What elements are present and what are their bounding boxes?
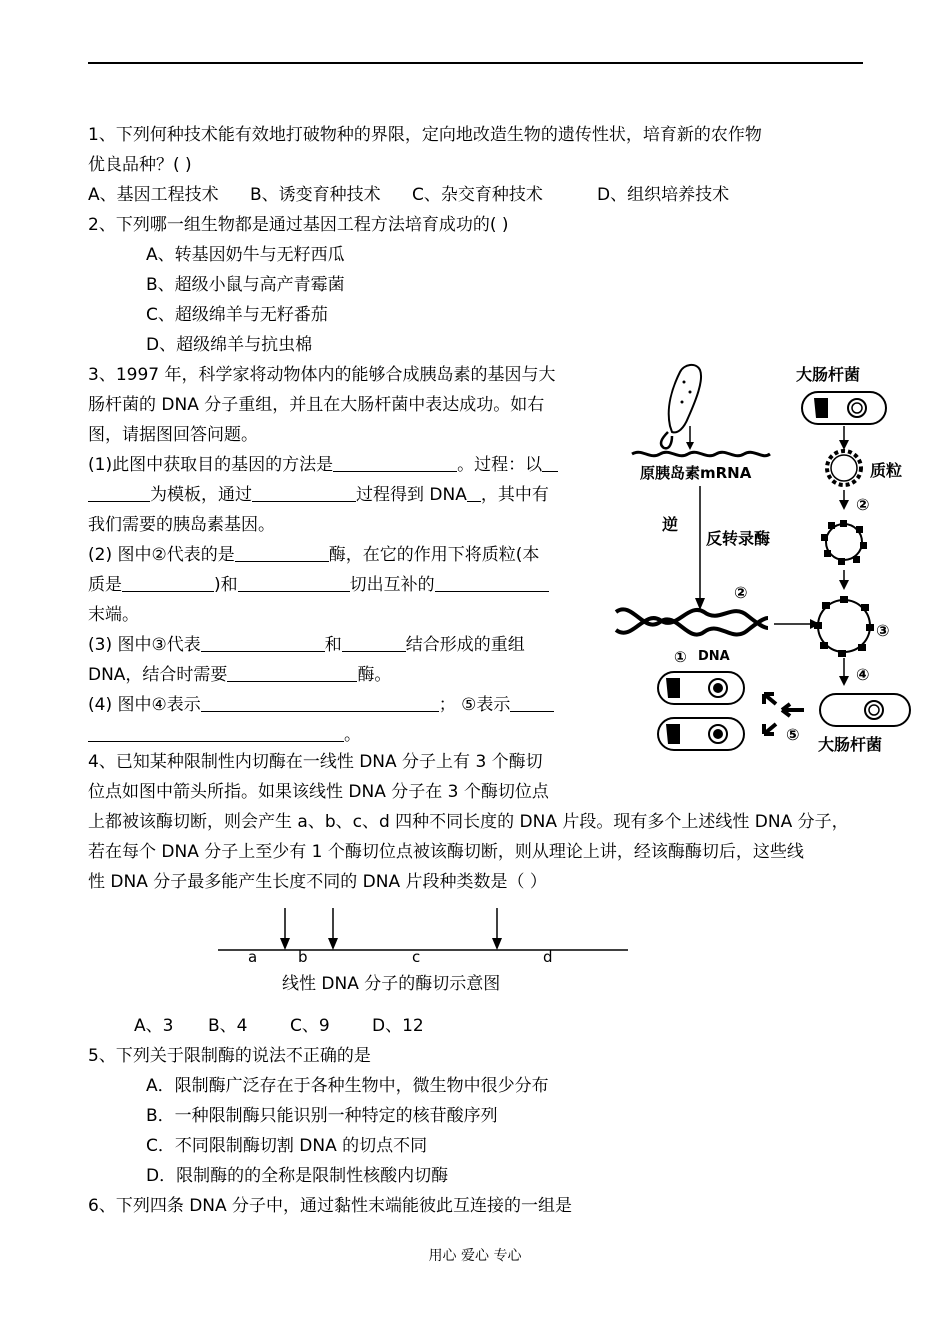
q3-part1-text-e: ，其中有 [480, 485, 549, 505]
q3-blank-component2[interactable] [342, 635, 406, 652]
segment-label-d: d [543, 948, 553, 966]
q5-option-c: C．不同限制酶切割 DNA 的切点不同 [146, 1136, 428, 1156]
q3-part2-text-c: 质是 [88, 575, 122, 595]
q3-part1-text-a: (1)此图中获取目的基因的方法是 [88, 455, 334, 475]
q3-blank-enzyme2[interactable] [235, 545, 329, 562]
cut-site-arrow-3 [492, 908, 502, 950]
label-reverse-transcriptase: 反转录酶 [706, 529, 771, 548]
q3-part2-text-e: 切出互补的 [349, 575, 435, 595]
cut-site-arrow-1 [280, 908, 290, 950]
q3-blank-ligase[interactable] [227, 665, 357, 682]
q3-part1-text-b: 。过程：以 [457, 455, 543, 475]
label-step2-dna: ② [734, 583, 748, 602]
q5-stem: 5、下列关于限制酶的说法不正确的是 [88, 1046, 371, 1066]
q4-stem-line3: 上都被该酶切断，则会产生 a、b、c、d 四种不同长度的 DNA 片段。现有多个上述线性 DNA 分子， [88, 812, 849, 832]
cut-site-arrow-2 [328, 908, 338, 950]
label-reverse: 逆 [662, 515, 679, 534]
label-step2-plasmid: ② [856, 495, 870, 514]
q3-part4-text-c: 。 [344, 725, 361, 745]
q5-option-d: D．限制酶的的全称是限制性核酸内切酶 [146, 1166, 449, 1186]
q3-part3-text-e: 酶。 [357, 665, 392, 685]
q1-option-b: B、诱变育种技术 [250, 185, 381, 205]
q2-option-c: C、超级绵羊与无籽番茄 [146, 305, 328, 325]
label-step1: ① [674, 648, 687, 666]
q3-blank-template-start[interactable] [542, 455, 558, 472]
q1-stem-line2: 优良品种？( ) [88, 155, 192, 175]
chromosome-icon [814, 398, 828, 418]
q3-part1-text-d: 过程得到 DNA [356, 485, 467, 505]
header-rule [88, 62, 863, 64]
dna-helix-strand2 [616, 610, 768, 633]
q3-part3-text-a: (3) 图中③代表 [88, 635, 201, 655]
q4-option-b: B、4 [208, 1016, 248, 1036]
q3-stem-line1: 3、1997 年，科学家将动物体内的能够合成胰岛素的基因与大 [88, 365, 556, 385]
cell-organ-icon [669, 365, 701, 432]
segment-label-c: c [412, 948, 421, 966]
q3-part2-text-b: 酶，在它的作用下将质粒(本 [328, 545, 540, 565]
segment-label-b: b [298, 948, 308, 966]
q5-option-a: A．限制酶广泛存在于各种生物中，微生物中很少分布 [146, 1076, 549, 1096]
q3-blank-template[interactable] [88, 485, 150, 502]
q4-diagram-caption: 线性 DNA 分子的酶切示意图 [282, 974, 501, 994]
q3-blank-method[interactable] [333, 455, 457, 472]
q3-blank-process[interactable] [252, 485, 356, 502]
q2-stem: 2、下列哪一组生物都是通过基因工程方法培育成功的( ) [88, 215, 509, 235]
q2-option-a: A、转基因奶牛与无籽西瓜 [146, 245, 345, 265]
q4-option-a: A、3 [134, 1016, 174, 1036]
q3-part2-line2 [88, 573, 549, 597]
q3-part2-text-d: )和 [214, 575, 238, 595]
q1-option-c: C、杂交育种技术 [412, 185, 543, 205]
q3-part4-line2 [88, 723, 361, 747]
q3-part1-text-c: 为模板，通过 [150, 485, 252, 505]
ecoli-cell-top [802, 392, 886, 424]
q3-part3-line2 [88, 663, 391, 687]
q6-stem: 6、下列四条 DNA 分子中，通过黏性末端能彼此互连接的一组是 [88, 1196, 573, 1216]
q3-part3-text-d: DNA，结合时需要 [88, 665, 228, 685]
q3-stem-line2: 肠杆菌的 DNA 分子重组，并且在大肠杆菌中表达成功。如右 [88, 395, 545, 415]
q3-blank-step5-start[interactable] [510, 695, 554, 712]
q4-option-c: C、9 [290, 1016, 330, 1036]
q3-part1-line2 [88, 483, 549, 507]
q3-blank-end-type[interactable] [435, 575, 549, 592]
q3-blank-component1[interactable] [201, 635, 325, 652]
q3-part2-line3: 末端。 [88, 605, 139, 625]
q3-stem-line3: 图，请据图回答问题。 [88, 425, 258, 445]
q3-part2-text-a: (2) 图中②代表的是 [88, 545, 235, 565]
q1-option-a: A、基因工程技术 [88, 185, 219, 205]
q3-blank-target-gene[interactable] [238, 575, 350, 592]
q4-option-d: D、12 [372, 1016, 424, 1036]
q3-blank-plasmid-nature[interactable] [122, 575, 214, 592]
q4-stem-line5: 性 DNA 分子最多能产生长度不同的 DNA 片段种类数是（ ） [88, 872, 547, 892]
label-plasmid: 质粒 [870, 461, 903, 480]
segment-label-a: a [248, 948, 258, 966]
q4-stem-line4: 若在每个 DNA 分子上至少有 1 个酶切位点被该酶切断，则从理论上讲，经该酶酶切后，这些线 [88, 842, 804, 862]
label-step3: ③ [876, 621, 890, 640]
dna-cut-diagram [210, 904, 640, 968]
q3-part4-line1 [88, 693, 554, 717]
q3-blank-dna[interactable] [467, 485, 481, 502]
gene-engineering-diagram [608, 358, 918, 758]
q4-stem-line1: 4、已知某种限制性内切酶在一线性 DNA 分子上有 3 个酶切 [88, 752, 543, 772]
q3-blank-step4[interactable] [201, 695, 439, 712]
q2-option-b: B、超级小鼠与高产青霉菌 [146, 275, 345, 295]
q3-part2-line1 [88, 543, 539, 567]
page-footer: 用心 爱心 专心 [428, 1248, 522, 1264]
label-mrna: 原胰岛素mRNA [640, 464, 752, 482]
q2-option-d: D、超级绵羊与抗虫棉 [146, 335, 313, 355]
q5-option-b: B．一种限制酶只能识别一种特定的核苷酸序列 [146, 1106, 498, 1126]
q3-part1-line1 [88, 453, 558, 477]
label-ecoli-top: 大肠杆菌 [796, 365, 861, 384]
label-ecoli-bottom: 大肠杆菌 [818, 735, 883, 754]
q3-blank-step5[interactable] [88, 725, 344, 742]
q3-part3-text-c: 结合形成的重组 [405, 635, 525, 655]
label-dna: DNA [698, 649, 730, 664]
label-step4: ④ [856, 665, 870, 684]
q1-stem-line1: 1、下列何种技术能有效地打破物种的界限，定向地改造生物的遗传性状，培育新的农作物 [88, 125, 762, 145]
q3-part1-line3: 我们需要的胰岛素基因。 [88, 515, 275, 535]
q1-option-d: D、组织培养技术 [597, 185, 730, 205]
q3-part3-text-b: 和 [324, 635, 342, 655]
q4-stem-line2: 位点如图中箭头所指。如果该线性 DNA 分子在 3 个酶切位点 [88, 782, 549, 802]
q3-part4-text-a: (4) 图中④表示 [88, 695, 201, 715]
q3-part3-line1 [88, 633, 525, 657]
q3-part4-text-b: ； ⑤表示 [438, 695, 511, 715]
mrna-strand [632, 452, 770, 455]
label-step5: ⑤ [786, 725, 800, 744]
